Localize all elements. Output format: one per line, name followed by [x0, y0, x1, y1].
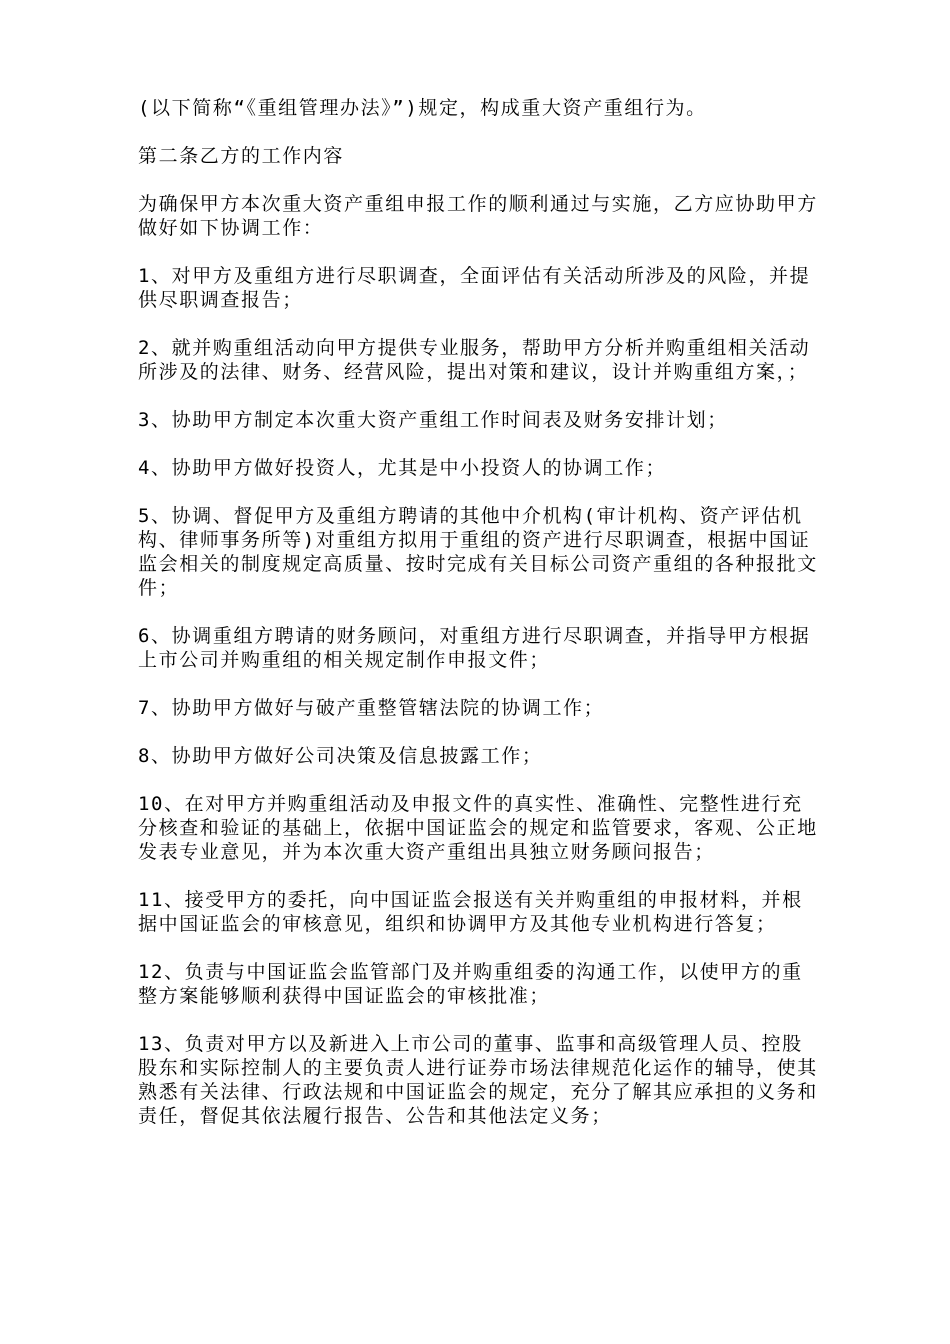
list-item-3: 3、协助甲方制定本次重大资产重组工作时间表及财务安排计划； [138, 409, 728, 431]
list-item-2: 2、就并购重组活动向甲方提供专业服务，帮助甲方分析并购重组相关活动所涉及的法律、财务、经营风险，提出对策和建议，设计并购重组方案，； [138, 337, 811, 383]
section-heading: 第二条乙方的工作内容 [138, 145, 345, 167]
list-item-6: 6、协调重组方聘请的财务顾问，对重组方进行尽职调查，并指导甲方根据上市公司并购重组的相关规定制作申报文件； [138, 625, 811, 671]
paragraph-intro: 为确保甲方本次重大资产重组申报工作的顺利通过与实施，乙方应协助甲方做好如下协调工作： [138, 193, 818, 239]
list-item-7: 7、协助甲方做好与破产重整管辖法院的协调工作； [138, 697, 605, 719]
list-item-13: 13、负责对甲方以及新进入上市公司的董事、监事和高级管理人员、控股股东和实际控制人的主要负责人进行证券市场法律规范化运作的辅导，使其熟悉有关法律、行政法规和中国证监会的规定，充分了解其应承担的义务和责任，督促其依法履行报告、公告和其他法定义务； [138, 1033, 818, 1127]
list-item-4: 4、协助甲方做好投资人，尤其是中小投资人的协调工作； [138, 457, 667, 479]
list-item-12: 12、负责与中国证监会监管部门及并购重组委的沟通工作，以使甲方的重整方案能够顺利获得中国证监会的审核批准； [138, 961, 803, 1007]
list-item-1: 1、对甲方及重组方进行尽职调查，全面评估有关活动所涉及的风险，并提供尽职调查报告； [138, 265, 811, 311]
list-item-8: 8、协助甲方做好公司决策及信息披露工作； [138, 745, 543, 767]
list-item-10: 10、在对甲方并购重组活动及申报文件的真实性、准确性、完整性进行充分核查和验证的基础上，依据中国证监会的规定和监管要求，客观、公正地发表专业意见，并为本次重大资产重组出具独立财务顾问报告； [138, 793, 818, 863]
paragraph-continuation: (以下简称“《重组管理办法》”)规定，构成重大资产重组行为。 [138, 97, 707, 119]
document-body [138, 96, 818, 1152]
list-item-11: 11、接受甲方的委托，向中国证监会报送有关并购重组的申报材料，并根据中国证监会的审核意见，组织和协调甲方及其他专业机构进行答复； [138, 889, 803, 935]
list-item-5: 5、协调、督促甲方及重组方聘请的其他中介机构(审计机构、资产评估机构、律师事务所等)对重组方拟用于重组的资产进行尽职调查，根据中国证监会相关的制度规定高质量、按时完成有关目标公司资产重组的各种报批文件； [138, 505, 818, 599]
